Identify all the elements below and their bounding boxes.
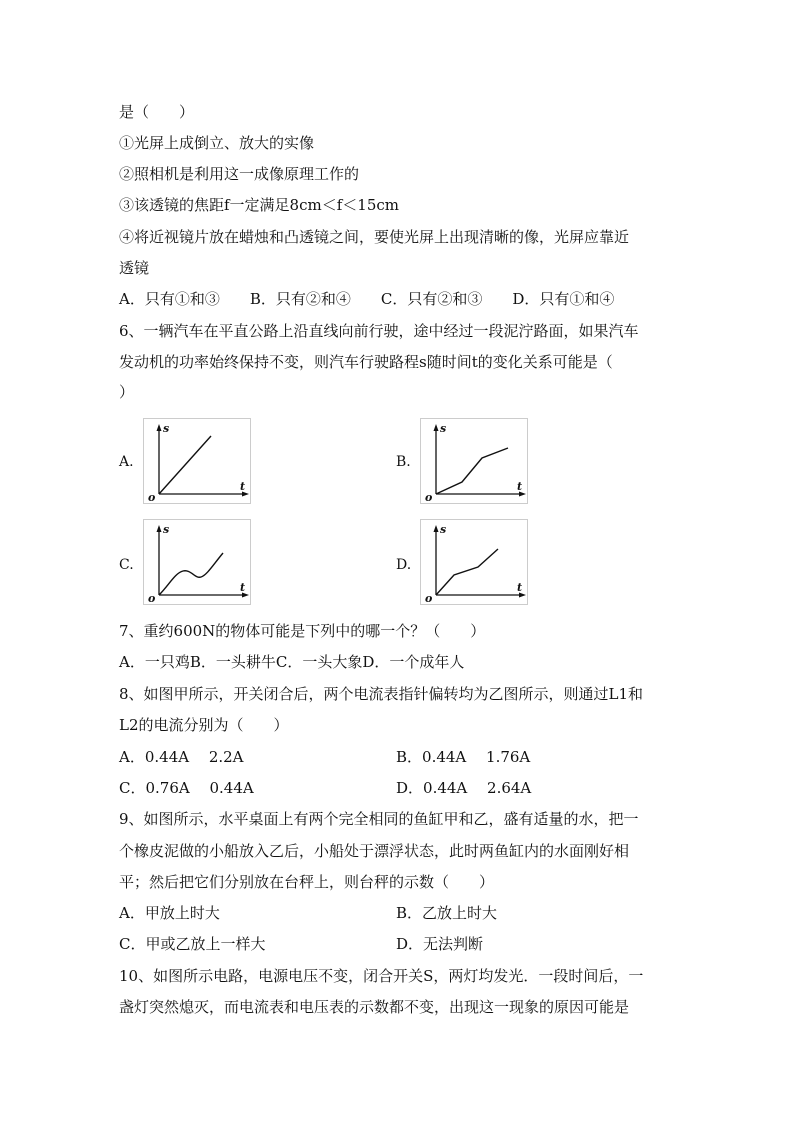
graph-c-s-label: s — [163, 523, 170, 536]
q9-stem-2: 个橡皮泥做的小船放入乙后，小船处于漂浮状态，此时两鱼缸内的水面刚好相 — [119, 842, 630, 860]
q8-option-c: C．0.76A 0.44A — [119, 779, 254, 797]
graph-d-t-label: t — [517, 581, 523, 594]
graph-a-s-label: s — [163, 422, 170, 435]
graph-d — [420, 519, 528, 605]
q10-stem-2: 盏灯突然熄灭，而电流表和电压表的示数都不变，出现这一现象的原因可能是 — [119, 998, 630, 1016]
q5-statement-3: ③该透镜的焦距f一定满足8cm＜f＜15cm — [119, 196, 399, 214]
q5-statement-1: ①光屏上成倒立、放大的实像 — [119, 134, 315, 152]
q7-stem: 7、重约600N的物体可能是下列中的哪一个？（ ） — [119, 622, 486, 640]
graph-c-label: C. — [119, 557, 134, 573]
q7-options: A．一只鸡B．一头耕牛C．一头大象D．一个成年人 — [119, 653, 465, 671]
q9-stem-1: 9、如图所示，水平桌面上有两个完全相同的鱼缸甲和乙，盛有适量的水，把一 — [119, 810, 639, 828]
graph-d-origin: o — [425, 592, 433, 605]
q9-option-a: A．甲放上时大 — [119, 904, 220, 922]
graph-a-origin: o — [148, 491, 156, 504]
q8-option-b: B．0.44A 1.76A — [396, 748, 531, 766]
q9-option-b: B．乙放上时大 — [396, 904, 498, 922]
q8-stem-2: L2的电流分别为（ ） — [119, 716, 289, 734]
graph-b-label: B. — [396, 454, 411, 470]
graph-a-label: A. — [119, 454, 134, 470]
graph-d-s-label: s — [440, 523, 447, 536]
graph-a-t-label: t — [240, 480, 246, 493]
q8-option-a: A．0.44A 2.2A — [119, 748, 244, 766]
graph-d-label: D. — [396, 557, 412, 573]
q6-stem-3: ） — [119, 383, 135, 401]
q6-stem-2: 发动机的功率始终保持不变，则汽车行驶路程s随时间t的变化关系可能是（ — [119, 353, 613, 371]
graph-b-s-label: s — [440, 422, 447, 435]
graph-c-origin: o — [148, 592, 156, 605]
q5-stem-end: 是（ ） — [119, 103, 195, 121]
q6-stem-1: 6、一辆汽车在平直公路上沿直线向前行驶，途中经过一段泥泞路面，如果汽车 — [119, 322, 639, 340]
q8-option-d: D．0.44A 2.64A — [396, 779, 532, 797]
q9-option-d: D．无法判断 — [396, 935, 484, 953]
graph-c — [143, 519, 251, 605]
q10-stem-1: 10、如图所示电路，电源电压不变，闭合开关S，两灯均发光．一段时间后，一 — [119, 967, 644, 985]
graph-b-origin: o — [425, 491, 433, 504]
q9-option-c: C．甲或乙放上一样大 — [119, 935, 266, 953]
q5-statement-2: ②照相机是利用这一成像原理工作的 — [119, 165, 360, 183]
q5-options: A．只有①和③ B．只有②和④ C．只有②和③ D．只有①和④ — [119, 290, 615, 308]
graph-a — [143, 418, 251, 504]
q8-stem-1: 8、如图甲所示，开关闭合后，两个电流表指针偏转均为乙图所示，则通过L1和 — [119, 685, 644, 703]
q5-statement-4-cont: 透镜 — [119, 259, 150, 277]
q5-statement-4: ④将近视镜片放在蜡烛和凸透镜之间，要使光屏上出现清晰的像，光屏应靠近 — [119, 228, 630, 246]
graph-b — [420, 418, 528, 504]
graph-c-t-label: t — [240, 581, 246, 594]
q9-stem-3: 平；然后把它们分别放在台秤上，则台秤的示数（ ） — [119, 873, 495, 891]
graph-b-t-label: t — [517, 480, 523, 493]
